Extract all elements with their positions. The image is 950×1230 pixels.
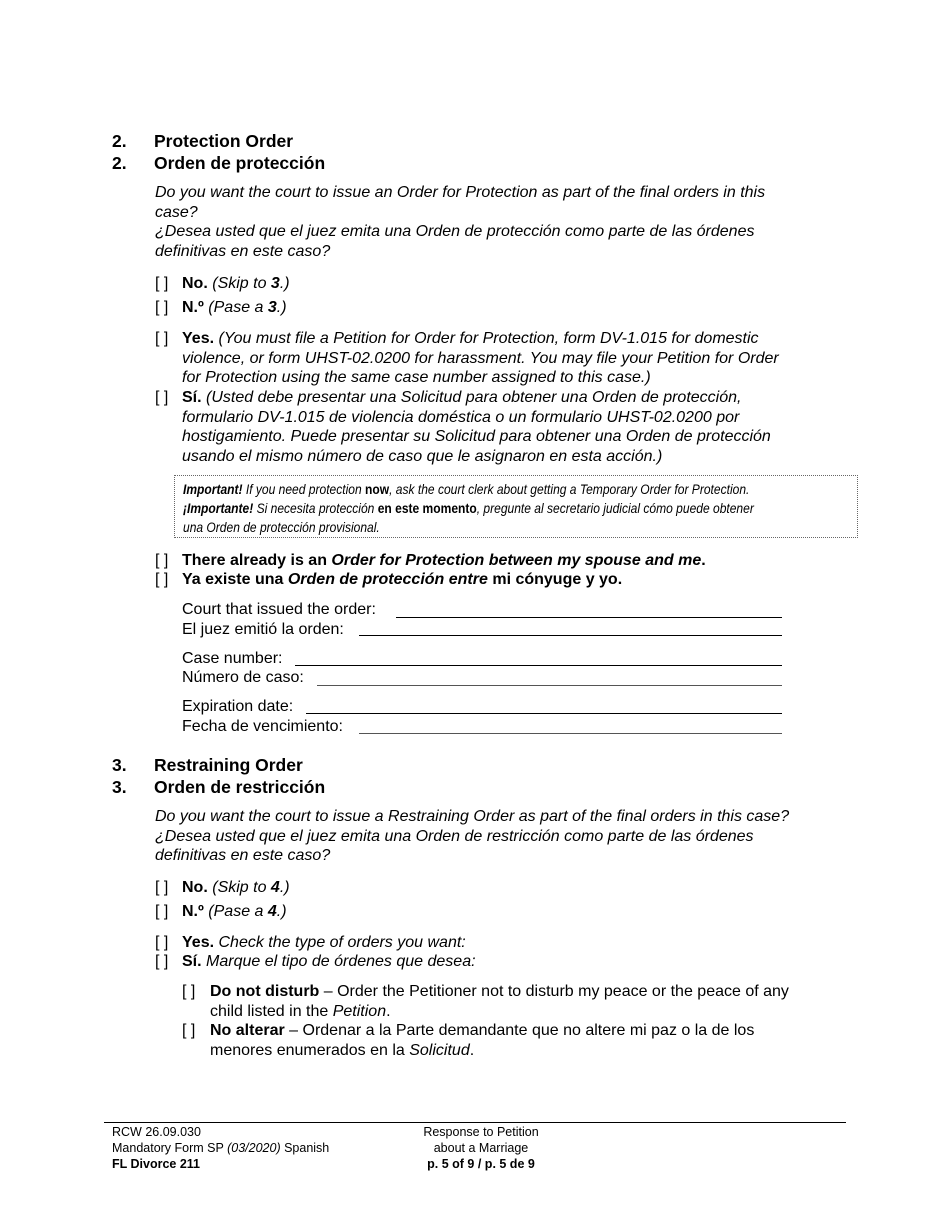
section-3-question: Do you want the court to issue a Restraining Order as part of the final orders in this case? ¿Desea usted que el juez emita una Orden de restricción como parte de las órdenes definitivas en este caso? xyxy=(155,808,790,864)
important-notice-box xyxy=(174,475,858,538)
case-number-label-es: Número de caso: xyxy=(182,669,304,686)
checkbox-no-3-en[interactable]: [ ] xyxy=(155,879,169,896)
section-2-title-en: Protection Order xyxy=(154,131,294,151)
option-yes-3-en: Yes. Check the type of orders you want: xyxy=(182,934,466,951)
option-yes-es: Sí. (Usted debe presentar una Solicitud para obtener una Orden de protección, formulario DV-1.015 de violencia doméstica o un formulario UHST-02.0200 por hostigamiento. Puede presentar su Solicitud para obtener una Orden de protección usando el mismo número de caso que le asignaron en esta acción.) xyxy=(182,389,771,465)
option-yes-en: Yes. (You must file a Petition for Order for Protection, form DV-1.015 for domestic violence, or form UHST-02.0200 for harassment. You may file your Petition for Order for Protection using the same case number assigned to this case.) xyxy=(182,330,779,386)
section-3-number: 3. xyxy=(112,755,127,775)
option-no-3-en: No. (Skip to 4.) xyxy=(182,879,290,896)
option-do-not-disturb-en: Do not disturb – Order the Petitioner not to disturb my peace or the peace of any child listed in the Petition. xyxy=(210,983,789,1020)
section-3-number-es: 3. xyxy=(112,777,127,797)
checkbox-yes-es[interactable]: [ ] xyxy=(155,389,169,406)
section-2-question: Do you want the court to issue an Order for Protection as part of the final orders in this case? ¿Desea usted que el juez emita una Orden de protección como parte de las órdenes definitivas en este caso? xyxy=(155,184,766,260)
section-2-number: 2. xyxy=(112,131,127,151)
case-number-input[interactable] xyxy=(295,665,782,666)
checkbox-yes-en[interactable]: [ ] xyxy=(155,330,169,347)
option-do-not-disturb-es: No alterar – Ordenar a la Parte demandante que no altere mi paz o la de los menores enumerados en la Solicitud. xyxy=(210,1022,755,1059)
court-input-es[interactable] xyxy=(359,635,782,636)
checkbox-existing-order-es[interactable]: [ ] xyxy=(155,571,169,588)
expiration-label-es: Fecha de vencimiento: xyxy=(182,718,343,735)
option-no-3-es: N.º (Pase a 4.) xyxy=(182,903,287,920)
checkbox-existing-order-en[interactable]: [ ] xyxy=(155,552,169,569)
section-2-number-es: 2. xyxy=(112,153,127,173)
court-label-en: Court that issued the order: xyxy=(182,601,376,618)
expiration-input-es[interactable] xyxy=(359,733,782,734)
important-notice-es: ¡Importante! Si necesita protección en este momento, pregunte al secretario judicial cómo puede obtener xyxy=(183,500,754,516)
section-2-title-es: Orden de protección xyxy=(154,153,326,173)
court-label-es: El juez emitió la orden: xyxy=(182,621,344,638)
checkbox-do-not-disturb-en[interactable]: [ ] xyxy=(182,983,196,1000)
option-yes-3-es: Sí. Marque el tipo de órdenes que desea: xyxy=(182,953,476,970)
checkbox-yes-3-es[interactable]: [ ] xyxy=(155,953,169,970)
option-no-es: N.º (Pase a 3.) xyxy=(182,299,287,316)
checkbox-no-es[interactable]: [ ] xyxy=(155,299,169,316)
case-number-label-en: Case number: xyxy=(182,650,283,667)
expiration-input[interactable] xyxy=(306,713,782,714)
option-no-en: No. (Skip to 3.) xyxy=(182,275,290,292)
case-number-input-es[interactable] xyxy=(317,685,782,686)
footer-left: RCW 26.09.030 Mandatory Form SP (03/2020) Spanish FL Divorce 211 xyxy=(112,1125,330,1171)
important-notice-es-line2: una Orden de protección provisional. xyxy=(183,519,380,535)
court-input[interactable] xyxy=(396,617,782,618)
checkbox-do-not-disturb-es[interactable]: [ ] xyxy=(182,1022,196,1039)
section-3-title-es: Orden de restricción xyxy=(154,777,326,797)
footer-center: Response to Petition about a Marriage p. 5 of 9 / p. 5 de 9 xyxy=(423,1125,539,1171)
option-existing-order-en: There already is an Order for Protection between my spouse and me. xyxy=(182,552,706,569)
checkbox-no-en[interactable]: [ ] xyxy=(155,275,169,292)
section-3-title-en: Restraining Order xyxy=(154,755,303,775)
footer-divider xyxy=(104,1122,846,1123)
important-notice-en: Important! If you need protection now, ask the court clerk about getting a Temporary Order for Protection. xyxy=(183,481,750,497)
checkbox-yes-3-en[interactable]: [ ] xyxy=(155,934,169,951)
checkbox-no-3-es[interactable]: [ ] xyxy=(155,903,169,920)
option-existing-order-es: Ya existe una Orden de protección entre mi cónyuge y yo. xyxy=(182,571,623,588)
expiration-label-en: Expiration date: xyxy=(182,698,294,715)
